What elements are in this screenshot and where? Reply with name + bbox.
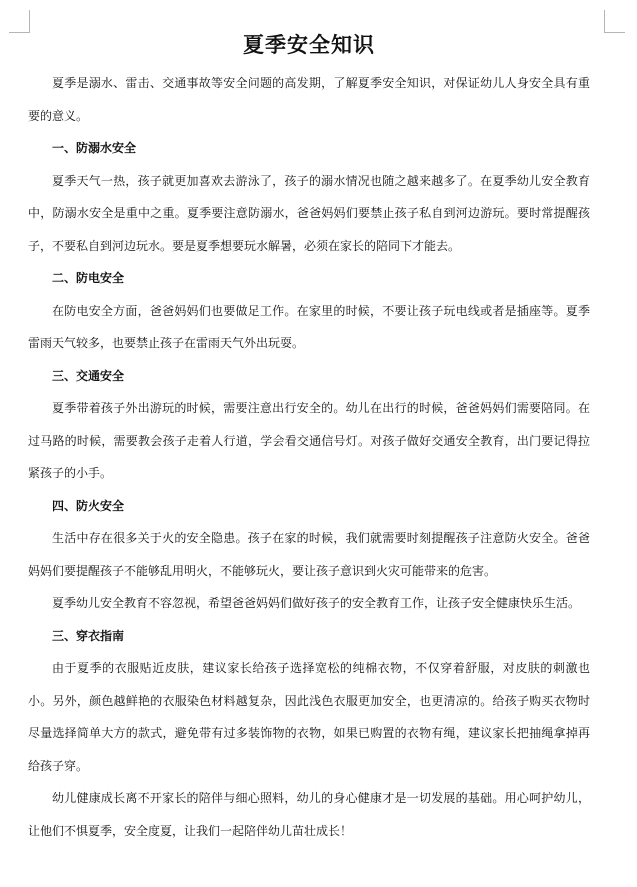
intro-paragraph: 夏季是溺水、雷击、交通事故等安全问题的高发期，了解夏季安全知识，对保证幼儿人身安全具有重要的意义。 xyxy=(28,76,590,123)
section-paragraph: 生活中存在很多关于火的安全隐患。孩子在家的时候，我们就需要时刻提醒孩子注意防火安全。爸爸妈妈们要提醒孩子不能够乱用明火，不能够玩火，要让孩子意识到火灾可能带来的危害。 xyxy=(28,531,590,578)
section-paragraph: 夏季带着孩子外出游玩的时候，需要注意出行安全的。幼儿在出行的时候，爸爸妈妈们需要陪同。在过马路的时候，需要教会孩子走着人行道，学会看交通信号灯。对孩子做好交通安全教育，出门要记得拉紧孩子的小手。 xyxy=(28,401,590,480)
section-paragraph: 夏季幼儿安全教育不容忽视，希望爸爸妈妈们做好孩子的安全教育工作，让孩子安全健康快乐生活。 xyxy=(52,596,581,610)
section-heading-fire: 四、防火安全 xyxy=(52,498,125,513)
document-page xyxy=(28,31,590,847)
section-heading-clothing: 三、穿衣指南 xyxy=(52,628,125,643)
section-heading-electric: 二、防电安全 xyxy=(52,271,125,285)
section-paragraph: 由于夏季的衣服贴近皮肤，建议家长给孩子选择宽松的纯棉衣物，不仅穿着舒服，对皮肤的刺激也小。另外，颜色越鲜艳的衣服染色材料越复杂，因此浅色衣服更加安全，也更清凉的。给孩子购买衣物时尽量选择简单大方的款式，避免带有过多装饰物的衣物，如果已购置的衣物有绳，建议家长把抽绳拿掉再给孩子穿。 xyxy=(28,661,590,773)
page-corner-mark-top-left xyxy=(9,10,30,33)
section-paragraph: 在防电安全方面，爸爸妈妈们也要做足工作。在家里的时候，不要让孩子玩电线或者是插座等。夏季雷雨天气较多，也要禁止孩子在雷雨天气外出玩耍。 xyxy=(28,303,590,350)
section-heading-drowning: 一、防溺水安全 xyxy=(52,141,137,155)
section-heading-traffic: 三、交通安全 xyxy=(52,368,125,383)
section-paragraph: 夏季天气一热，孩子就更加喜欢去游泳了，孩子的溺水情况也随之越来越多了。在夏季幼儿安全教育中，防溺水安全是重中之重。夏季要注意防溺水，爸爸妈妈们要禁止孩子私自到河边游玩。要时常提醒孩子，不要私自到河边玩水。要是夏季想要玩水解暑，必须在家长的陪同下才能去。 xyxy=(28,173,590,253)
section-paragraph: 幼儿健康成长离不开家长的陪伴与细心照料，幼儿的身心健康才是一切发展的基础。用心呵护幼儿，让他们不惧夏季，安全度夏，让我们一起陪伴幼儿苗壮成长！ xyxy=(28,791,590,838)
page-corner-mark-top-right xyxy=(604,10,625,33)
document-title: 夏季安全知识 xyxy=(243,32,375,57)
